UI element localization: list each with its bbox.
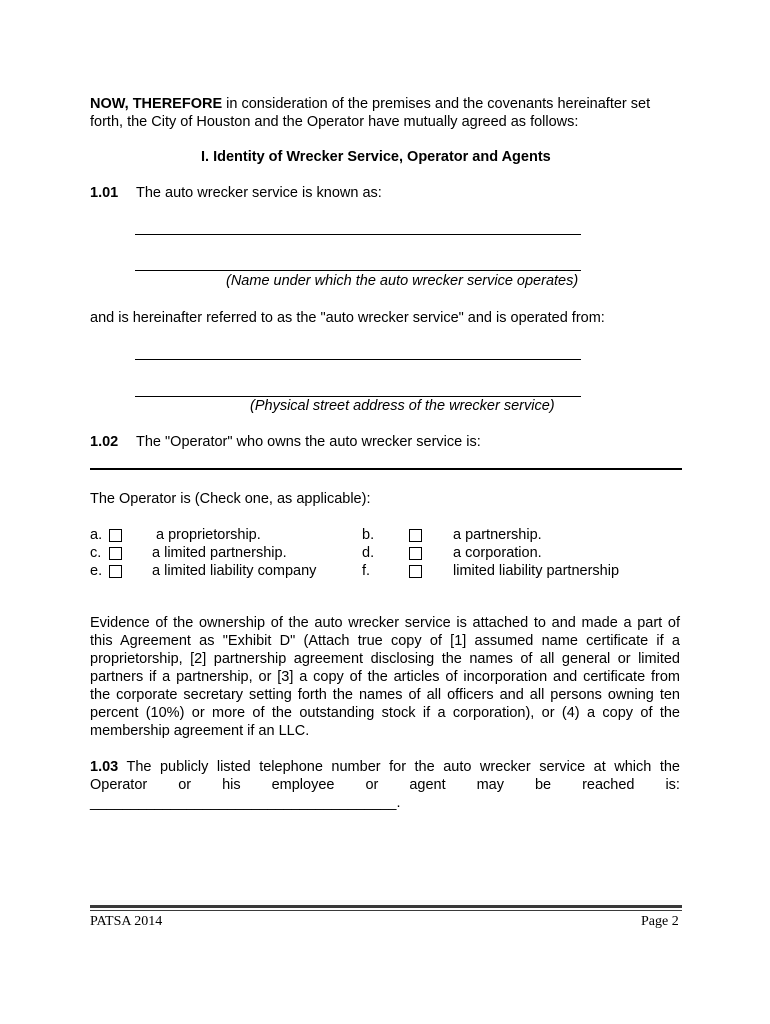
evidence-line: percent (10%) or more of the outstanding stock if a corporation), or (4) a copy of the xyxy=(90,705,680,721)
operated-from-text: and is hereinafter referred to as the "auto wrecker service" and is operated from: xyxy=(90,310,605,326)
option-c-label: a limited partnership. xyxy=(152,545,287,561)
word: employee xyxy=(271,777,335,793)
option-b-label: a partnership. xyxy=(453,527,542,543)
wrecker-name-line-1[interactable] xyxy=(135,234,581,235)
intro-lead: NOW, THEREFORE xyxy=(90,96,223,112)
evidence-line: Evidence of the ownership of the auto wrecker service is attached to and made a part of xyxy=(90,615,680,631)
word: be xyxy=(534,777,552,793)
section-1-02-number: 1.02 xyxy=(90,434,119,450)
footer-left: PATSA 2014 xyxy=(90,914,163,929)
address-caption: (Physical street address of the wrecker service) xyxy=(250,398,555,414)
option-d-label: a corporation. xyxy=(453,545,542,561)
option-f-letter: f. xyxy=(362,563,371,579)
section-1-03-line-2 xyxy=(90,776,680,794)
wrecker-name-caption: (Name under which the auto wrecker service operates) xyxy=(226,273,579,289)
footer-rule-thick xyxy=(90,905,682,908)
option-d-letter: d. xyxy=(362,545,375,561)
address-line-1[interactable] xyxy=(135,359,581,360)
evidence-line: membership agreement if an LLC. xyxy=(90,723,310,739)
option-a-letter: a. xyxy=(90,527,103,543)
word: his xyxy=(222,777,241,793)
option-e-label: a limited liability company xyxy=(152,563,317,579)
evidence-line: proprietorship, [2] partnership agreement disclosing the names of all general or limited xyxy=(90,651,680,667)
section-1-03-number: 1.03 xyxy=(90,759,119,775)
option-b-checkbox[interactable] xyxy=(409,529,422,542)
option-b-letter: b. xyxy=(362,527,375,543)
section-heading: I. Identity of Wrecker Service, Operator and Agents xyxy=(201,149,551,165)
word: or xyxy=(365,777,379,793)
phone-number-blank[interactable]: ______________________________________. xyxy=(90,795,401,811)
section-1-01-text: The auto wrecker service is known as: xyxy=(136,185,382,201)
intro-line-1 xyxy=(90,95,690,113)
word: or xyxy=(178,777,192,793)
option-f-label: limited liability partnership xyxy=(453,563,620,579)
section-1-03-text: The publicly listed telephone number for the auto wrecker service at which the xyxy=(118,759,680,775)
evidence-line: the corporate secretary setting forth the names of all officers and all persons owning ten xyxy=(90,687,680,703)
operator-name-line[interactable] xyxy=(90,468,682,470)
wrecker-name-line-2[interactable] xyxy=(135,270,581,271)
evidence-line: partners if a partnership, or [3] a copy of the articles of incorporation and certificate from xyxy=(90,669,680,685)
word: may xyxy=(476,777,504,793)
intro-rest: in consideration of the premises and the covenants hereinafter set xyxy=(222,96,651,112)
word: is: xyxy=(665,777,680,793)
check-intro: The Operator is (Check one, as applicable): xyxy=(90,491,371,507)
option-e-checkbox[interactable] xyxy=(109,565,122,578)
option-e-letter: e. xyxy=(90,563,103,579)
evidence-line: this Agreement as "Exhibit D" (Attach true copy of [1] assumed name certificate if a xyxy=(90,633,680,649)
intro-line-2: forth, the City of Houston and the Operator have mutually agreed as follows: xyxy=(90,114,579,130)
footer-page-number: Page 2 xyxy=(641,914,679,929)
option-d-checkbox[interactable] xyxy=(409,547,422,560)
option-c-checkbox[interactable] xyxy=(109,547,122,560)
word: agent xyxy=(409,777,446,793)
word: reached xyxy=(582,777,635,793)
option-a-checkbox[interactable] xyxy=(109,529,122,542)
evidence-paragraph xyxy=(90,614,680,740)
word: Operator xyxy=(90,777,148,793)
section-1-02-text: The "Operator" who owns the auto wrecker service is: xyxy=(136,434,481,450)
footer-rule-thin xyxy=(90,910,682,911)
option-c-letter: c. xyxy=(90,545,102,561)
option-f-checkbox[interactable] xyxy=(409,565,422,578)
section-1-03-line-1 xyxy=(90,758,680,776)
section-1-01-number: 1.01 xyxy=(90,185,119,201)
option-a-label: a proprietorship. xyxy=(156,527,261,543)
